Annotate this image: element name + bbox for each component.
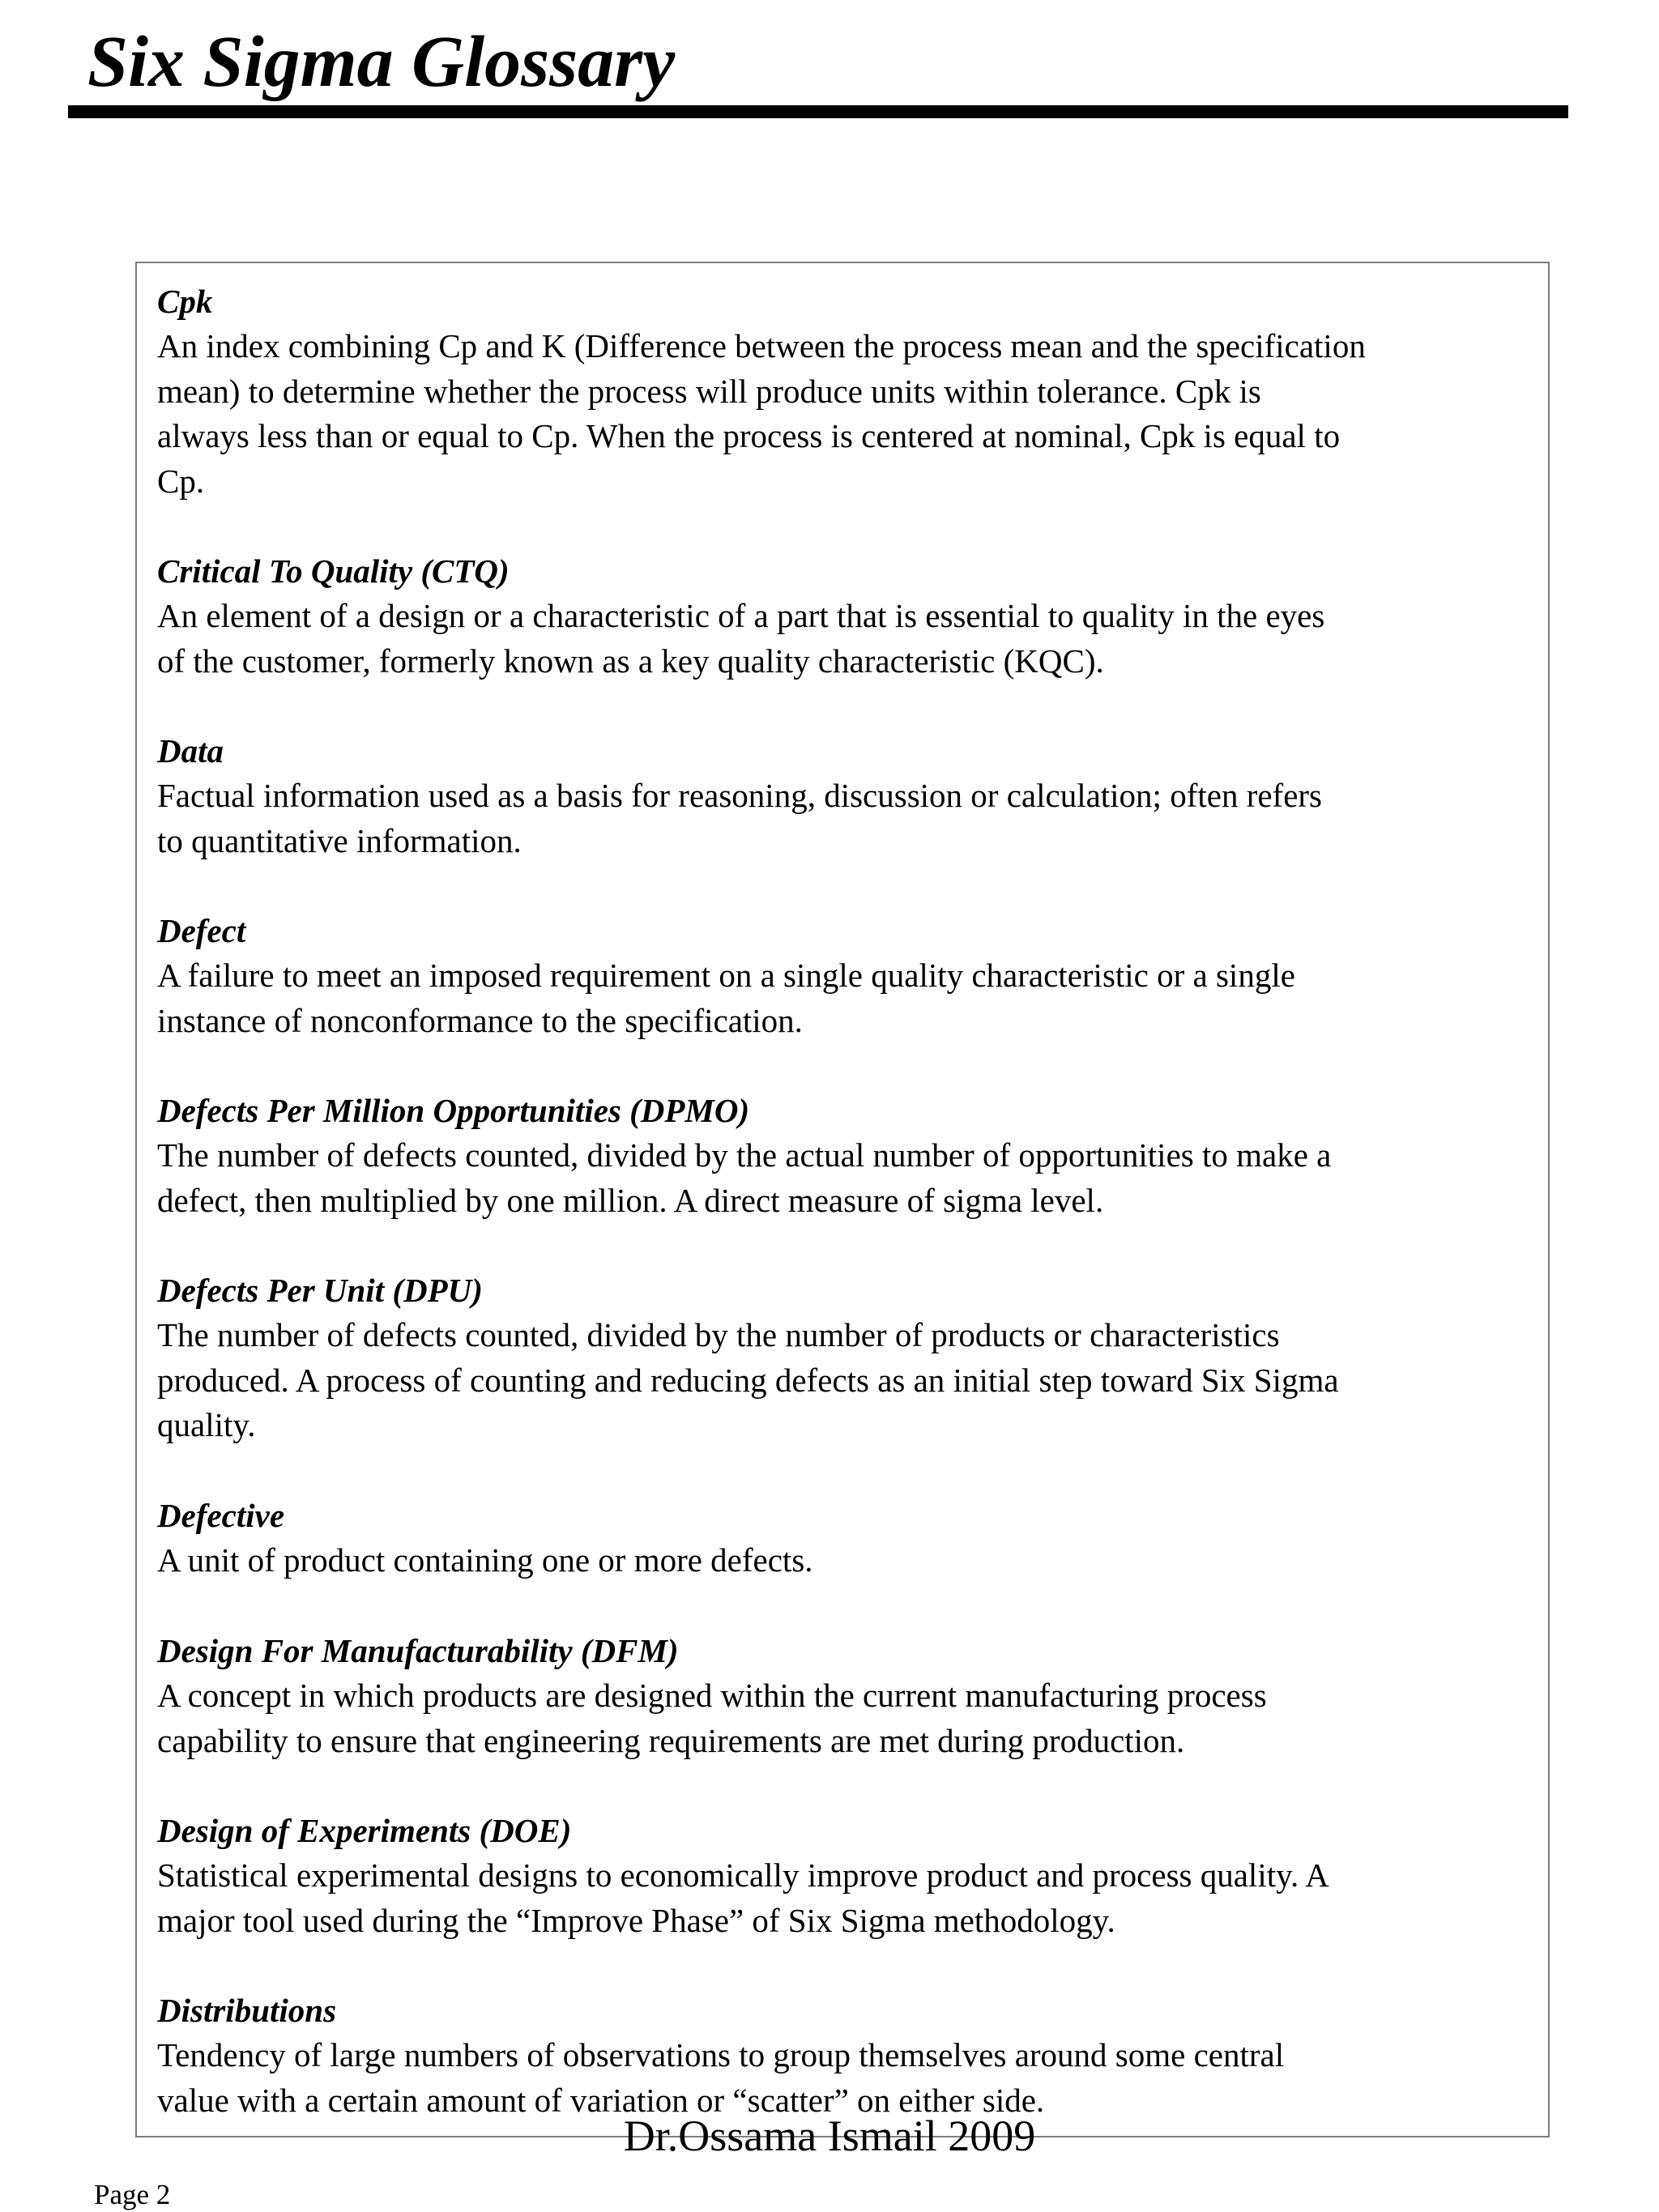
entry-term: Data xyxy=(157,732,224,769)
entry-definition: A concept in which products are designed within the current manufacturing process capability to ensure that engineering requirements are met during production. xyxy=(157,1677,1267,1759)
entry-term: Design of Experiments (DOE) xyxy=(157,1812,572,1849)
glossary-entry-dpu xyxy=(157,1268,1534,1448)
entry-definition: The number of defects counted, divided by the actual number of opportunities to make a defect, then multiplied by one million. A direct measure of sigma level. xyxy=(157,1136,1332,1219)
entry-definition: Tendency of large numbers of observations to group themselves around some central value with a certain amount of variation or “scatter” on either side. xyxy=(157,2036,1285,2119)
entry-definition: A failure to meet an imposed requirement on a single quality characteristic or a single instance of nonconformance to the specification. xyxy=(157,957,1295,1039)
entry-definition: The number of defects counted, divided by the number of products or characteristics produced. A process of counting and reducing defects as an initial step toward Six Sigma quality. xyxy=(157,1316,1339,1443)
glossary-entry-defective xyxy=(157,1494,1534,1583)
glossary-entry-defect xyxy=(157,909,1534,1043)
entry-definition: An index combining Cp and K (Difference between the process mean and the specification mean) to determine whether the process will produce units within tolerance. Cpk is always less than or equal to Cp. When the process is centered at nominal, Cpk is equal to Cp. xyxy=(157,327,1366,500)
entry-term: Critical To Quality (CTQ) xyxy=(157,552,510,590)
title-rule xyxy=(68,105,1568,118)
entry-term: Defects Per Million Opportunities (DPMO) xyxy=(157,1092,750,1129)
page-title: Six Sigma Glossary xyxy=(87,22,676,102)
entry-definition: Statistical experimental designs to economically improve product and process quality. A major tool used during the “Improve Phase” of Six Sigma methodology. xyxy=(157,1856,1329,1939)
glossary-entry-dpmo xyxy=(157,1089,1534,1223)
footer-author: Dr.Ossama Ismail 2009 xyxy=(623,2112,1036,2160)
glossary-entry-data xyxy=(157,729,1534,863)
glossary-entry-doe xyxy=(157,1809,1534,1943)
glossary-entry-distributions xyxy=(157,1988,1534,2123)
glossary-entry-cpk xyxy=(157,279,1534,504)
entry-term: Design For Manufacturability (DFM) xyxy=(157,1632,679,1669)
entry-term: Cpk xyxy=(157,283,213,320)
entry-definition: Factual information used as a basis for reasoning, discussion or calculation; often refers to quantitative information. xyxy=(157,777,1323,859)
glossary-entry-ctq xyxy=(157,549,1534,684)
entry-term: Defects Per Unit (DPU) xyxy=(157,1272,483,1309)
entry-term: Distributions xyxy=(157,1992,337,2029)
entry-definition: A unit of product containing one or more defects. xyxy=(157,1541,813,1579)
glossary-entry-dfm xyxy=(157,1629,1534,1763)
entry-term: Defective xyxy=(157,1497,285,1534)
glossary-box xyxy=(135,262,1550,2137)
entry-definition: An element of a design or a characteristic of a part that is essential to quality in the eyes of the customer, formerly known as a key quality characteristic (KQC). xyxy=(157,597,1325,680)
page-number: Page 2 xyxy=(94,2179,171,2210)
entry-term: Defect xyxy=(157,912,246,949)
